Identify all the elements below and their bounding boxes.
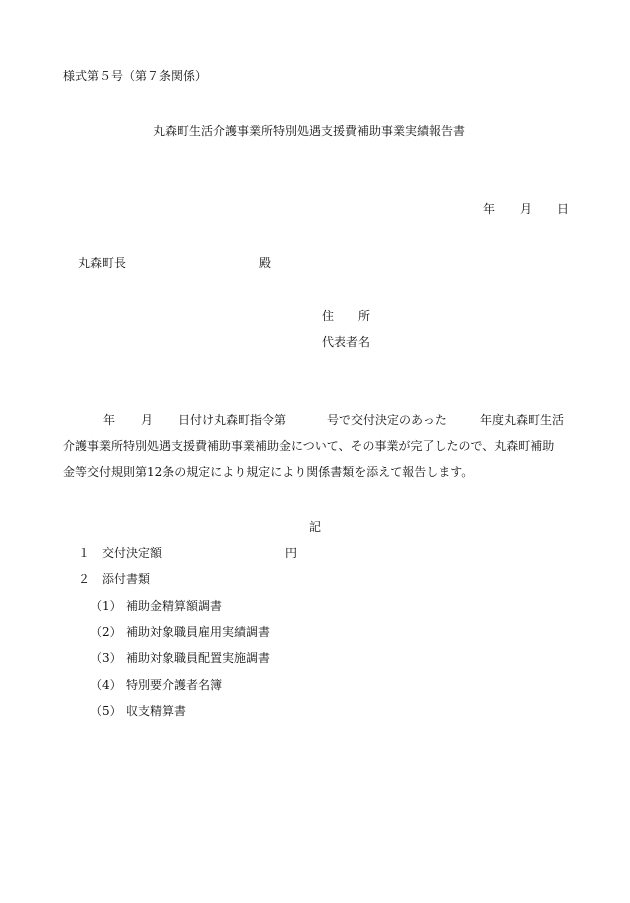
- address-label: 住 所: [322, 309, 371, 323]
- attachment-label: 補助対象職員雇用実績調書: [126, 625, 271, 639]
- body-line-3: 金等交付規則第12条の規定により規定により関係書類を添えて報告します。: [63, 465, 474, 479]
- body-fiscal-year-text: 年度丸森町生活: [480, 413, 565, 427]
- document-title: 丸森町生活介護事業所特別処遇支援費補助事業実績報告書: [153, 124, 466, 138]
- body-line-2: 介護事業所特別処遇支援費補助事業補助金について、その事業が完了したので、丸森町補助: [63, 439, 555, 453]
- attachment-label: 特別要介護者名簿: [126, 678, 223, 692]
- grant-amount-label: 交付決定額: [102, 546, 163, 560]
- attachment-number: （5）: [90, 704, 122, 718]
- attachment-number: （4）: [90, 678, 122, 692]
- form-number: 様式第５号（第７条関係）: [63, 69, 208, 83]
- yen-unit: 円: [285, 546, 298, 560]
- attachments-label: 添付書類: [102, 572, 151, 586]
- attachment-number: （2）: [90, 625, 122, 639]
- attachment-label: 補助金精算額調書: [126, 599, 223, 613]
- representative-label: 代表者名: [322, 335, 371, 349]
- body-month: 月: [141, 413, 154, 427]
- item-number: １: [78, 546, 91, 560]
- item-number: ２: [78, 572, 91, 586]
- addressee-honorific: 殿: [259, 256, 272, 270]
- attachment-number: （3）: [90, 651, 122, 665]
- body-decision-text: 号で交付決定のあった: [327, 413, 447, 427]
- date-day-label: 日: [557, 202, 570, 216]
- attachment-label: 収支精算書: [126, 704, 187, 718]
- addressee-name: 丸森町長: [78, 256, 127, 270]
- body-year: 年: [103, 413, 116, 427]
- date-year-label: 年: [483, 202, 496, 216]
- attachment-label: 補助対象職員配置実施調書: [126, 651, 271, 665]
- attachment-number: （1）: [90, 599, 122, 613]
- body-directive-text: 日付け丸森町指令第: [178, 413, 287, 427]
- note-heading: 記: [309, 520, 322, 534]
- date-month-label: 月: [520, 202, 533, 216]
